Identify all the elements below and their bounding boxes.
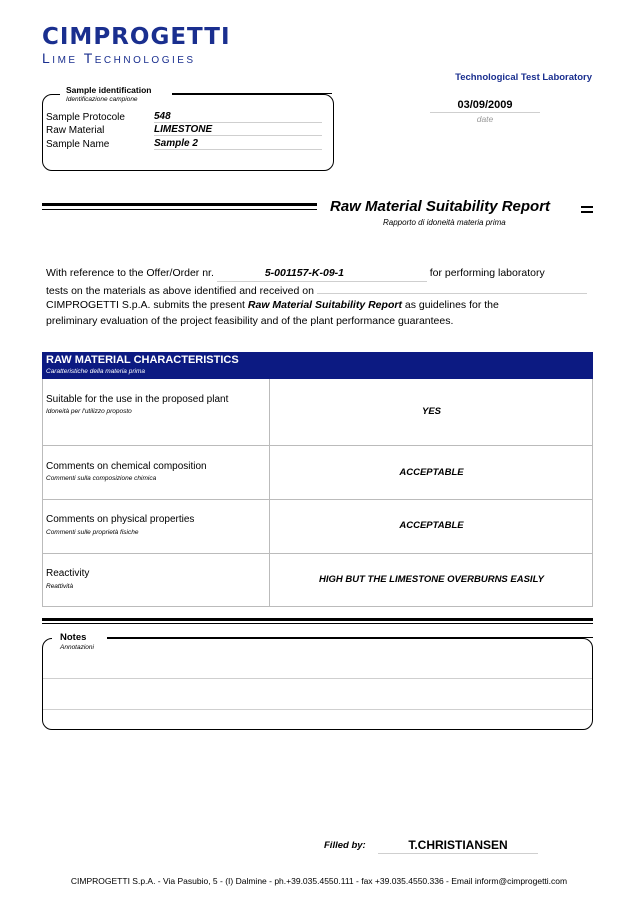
lab-name: Technological Test Laboratory bbox=[455, 72, 592, 83]
report-date: 03/09/2009 bbox=[430, 99, 540, 113]
company-tagline: Lime Technologies bbox=[42, 50, 196, 66]
criterion-label: Reactivity bbox=[46, 568, 90, 579]
criterion-sublabel: Commenti sulle proprietà fisiche bbox=[46, 529, 139, 536]
filled-by-value: T.CHRISTIANSEN bbox=[378, 838, 538, 854]
sample-protocol-label: Sample Protocole bbox=[46, 112, 125, 123]
divider bbox=[42, 623, 593, 624]
notes-line bbox=[43, 678, 592, 679]
intro-prefix: With reference to the Offer/Order nr. bbox=[46, 267, 214, 279]
criterion-value: YES bbox=[421, 406, 441, 417]
notes-title: Notes bbox=[60, 632, 87, 643]
criterion-sublabel: Reattività bbox=[46, 583, 74, 590]
criterion-value: HIGH BUT THE LIMESTONE OVERBURNS EASILY bbox=[318, 574, 545, 585]
criterion-sublabel: Idoneità per l'utilizzo proposto bbox=[46, 408, 132, 415]
divider bbox=[42, 209, 317, 210]
intro-line-3: CIMPROGETTI S.p.A. submits the present Raw Material Suitability Report as guidelines for the bbox=[46, 299, 499, 311]
notes-line bbox=[43, 709, 592, 710]
intro-line-1 bbox=[46, 265, 545, 282]
report-subtitle: Rapporto di idoneità materia prima bbox=[383, 218, 506, 227]
criterion-label: Suitable for the use in the proposed plant bbox=[46, 394, 229, 405]
footer-contact: CIMPROGETTI S.p.A. - Via Pasubio, 5 - (I) Dalmine - ph.+39.035.4550.111 - fax +39.035.4550.336 - Email inform@cimprogetti.com bbox=[70, 876, 568, 886]
notes-box bbox=[42, 638, 593, 730]
company-logo: CIMPROGETTI bbox=[42, 24, 231, 50]
report-title: Raw Material Suitability Report bbox=[330, 198, 551, 215]
sample-name-label: Sample Name bbox=[46, 139, 110, 150]
criterion-value: ACCEPTABLE bbox=[399, 520, 464, 531]
intro-line-2-text: tests on the materials as above identified and received on bbox=[46, 285, 314, 297]
filled-by-label: Filled by: bbox=[324, 840, 366, 851]
date-label: date bbox=[476, 114, 494, 124]
intro-suffix: for performing laboratory bbox=[429, 267, 545, 279]
received-date-field bbox=[317, 281, 587, 294]
divider bbox=[107, 637, 593, 638]
criterion-label: Comments on physical properties bbox=[46, 514, 195, 525]
divider bbox=[42, 203, 317, 206]
divider bbox=[42, 618, 593, 621]
order-number: 5-001157-K-09-1 bbox=[217, 265, 427, 282]
sample-protocol-value: 548 bbox=[154, 111, 322, 123]
equals-mark bbox=[581, 206, 593, 216]
notes-subtitle: Annotazioni bbox=[60, 644, 94, 651]
criterion-value: ACCEPTABLE bbox=[399, 467, 464, 478]
raw-material-value: LIMESTONE bbox=[154, 124, 322, 136]
intro-line-4: preliminary evaluation of the project feasibility and of the plant performance guarantees. bbox=[46, 315, 454, 327]
report-name-inline: Raw Material Suitability Report bbox=[247, 299, 402, 311]
raw-material-subtitle: Caratteristiche della materia prima bbox=[46, 368, 145, 375]
criterion-sublabel: Commenti sulla composizione chimica bbox=[46, 475, 157, 482]
criterion-label: Comments on chemical composition bbox=[46, 461, 207, 472]
raw-material-label: Raw Material bbox=[46, 125, 105, 136]
sample-name-value: Sample 2 bbox=[154, 138, 322, 150]
sample-identification-subtitle: Identificazione campione bbox=[66, 96, 138, 103]
raw-material-header bbox=[42, 352, 593, 379]
divider bbox=[172, 93, 332, 94]
raw-material-title: RAW MATERIAL CHARACTERISTICS bbox=[46, 354, 239, 366]
sample-identification-title: Sample identification bbox=[66, 85, 152, 95]
raw-material-table bbox=[42, 379, 593, 607]
